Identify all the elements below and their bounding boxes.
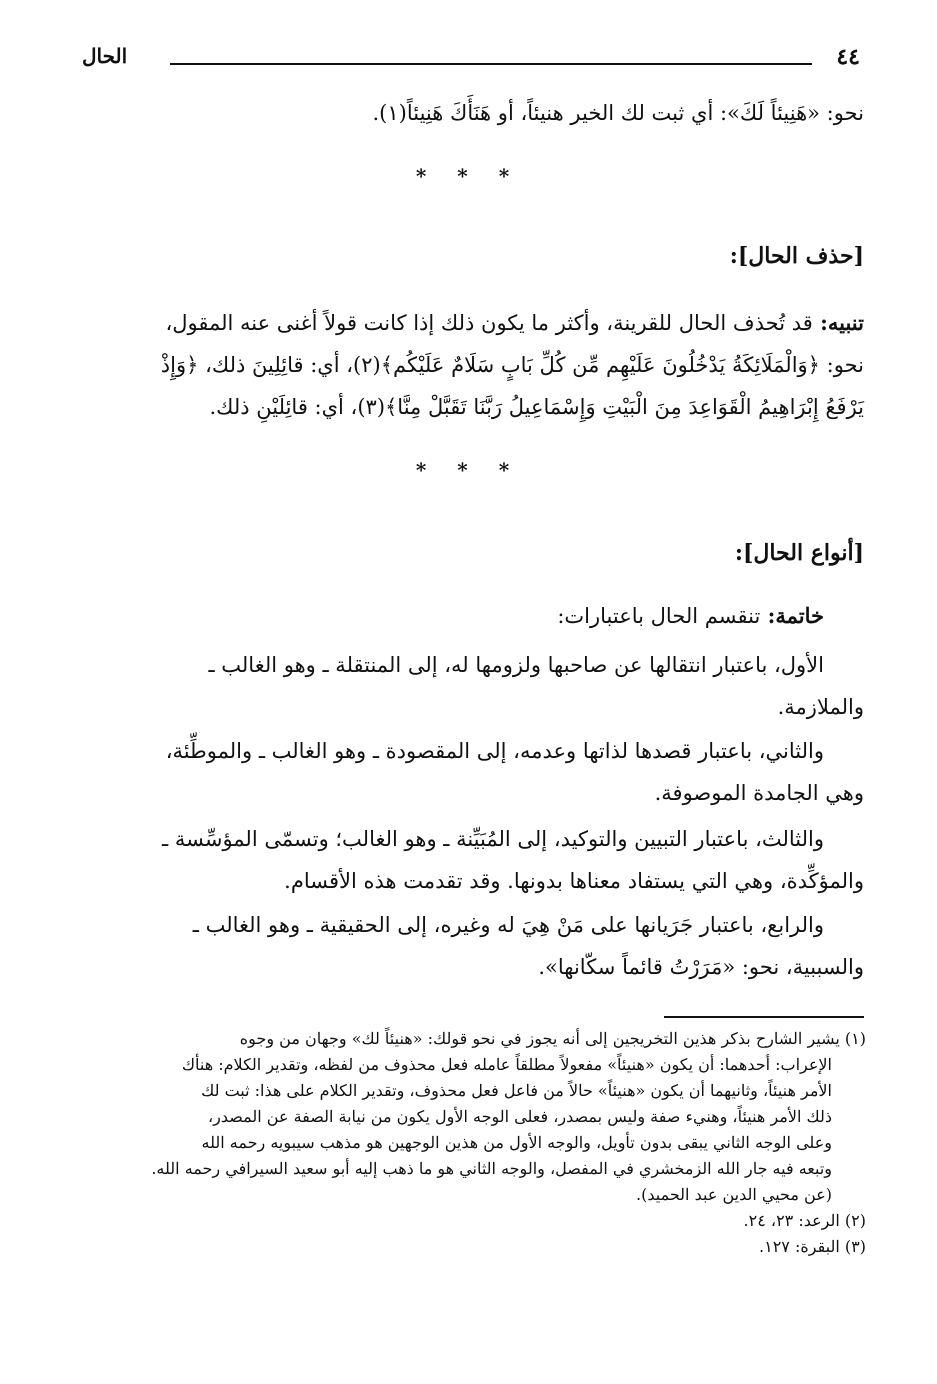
- section-heading: [76, 243, 864, 269]
- opening-line: [76, 98, 864, 128]
- text-line: والسببية، نحو: «مَرَرْتُ قائماً سكّانها».: [538, 955, 864, 979]
- footnote-line: وتبعه فيه جار الله الزمخشري في المفصل، والوجه الثاني هو ما ذهب إليه أبو سعيد السيرافي رحمه الله.: [151, 1159, 832, 1178]
- text-run: قد تُحذف الحال للقرينة، وأكثر ما يكون ذلك إذا كانت قولاً أغنى عنه المقول،: [165, 311, 813, 335]
- section2-body: [76, 596, 864, 636]
- text-line: [76, 596, 864, 636]
- section-heading: [76, 540, 864, 566]
- page-number: ٤٤: [836, 44, 860, 70]
- section-divider: * * *: [415, 164, 522, 188]
- footnote-line: وعلى الوجه الثاني يبقى بدون تأويل، والوجه الأول من هذين الوجهين هو مذهب سيبويه رحمه الله: [201, 1133, 832, 1152]
- lead-word: خاتمة:: [760, 603, 824, 628]
- header-rule: [170, 63, 812, 65]
- heading-anwa-al-hal: [أنواع الحال]:: [734, 540, 864, 566]
- footnote-rule: [664, 1016, 864, 1018]
- type-3-paragraph: [76, 818, 864, 902]
- running-header: [78, 44, 864, 76]
- section1-body: [76, 302, 864, 428]
- footnote-2: (٢) الرعد: ٢٣، ٢٤.: [743, 1211, 866, 1230]
- text-line: الأول، باعتبار انتقالها عن صاحبها ولزومها له، إلى المنتقلة ـ وهو الغالب ـ: [208, 653, 824, 677]
- type-1-paragraph: [76, 644, 864, 728]
- text-line: يَرْفَعُ إِبْرَاهِيمُ الْقَوَاعِدَ مِنَ الْبَيْتِ وَإِسْمَاعِيلُ رَبَّنَا تَقَبَّلْ مِنَّا﴾(٣)، أي: قائِلَيْنِ ذلك.: [209, 395, 864, 419]
- text-line: والرابع، باعتبار جَرَيانها على مَنْ هِيَ له وغيره، إلى الحقيقية ـ وهو الغالب ـ: [192, 913, 824, 937]
- text-line: نحو: ﴿وَالْمَلَائِكَةُ يَدْخُلُونَ عَلَيْهِم مِّن كُلِّ بَابٍ سَلَامٌ عَلَيْكُم﴾(٢)، أي: قائِلِينَ ذلك، ﴿وَإِذْ: [160, 353, 864, 377]
- type-2-paragraph: [76, 730, 864, 814]
- text-line: والمؤكِّدة، وهي التي يستفاد معناها بدونها. وقد تقدمت هذه الأقسام.: [284, 869, 864, 893]
- text-line: [76, 302, 864, 344]
- footnote-line: الأمر هنيئاً، وثانيهما أن يكون «هنيئاً» حالاً من فاعل فعل محذوف، وتقدير الكلام على هذا: ثبت لك: [201, 1081, 832, 1100]
- footnote-3: (٣) البقرة: ١٢٧.: [759, 1237, 866, 1256]
- footnote-1: [80, 1026, 866, 1208]
- section-divider: * * *: [415, 458, 522, 482]
- text-line: والملازمة.: [777, 695, 864, 719]
- footnote-line: ذلك الأمر هنيئاً، وهنيء صفة وليس بمصدر، فعلى الوجه الأول يكون من نيابة الصفة عن المصدر،: [207, 1107, 832, 1126]
- footnote-line: الإعراب: أحدهما: أن يكون «هنيئاً» مفعولاً مطلقاً عامله فعل محذوف من لفظه، وتقدير الكلام: هنأك: [181, 1055, 832, 1074]
- heading-hadhf-al-hal: [حذف الحال]:: [729, 243, 864, 269]
- footnotes: [80, 1026, 866, 1260]
- text-line: والثالث، باعتبار التبيين والتوكيد، إلى المُبَيِّنة ـ وهو الغالب؛ وتسمّى المؤسِّسة ـ: [162, 827, 824, 851]
- text-line: وهي الجامدة الموصوفة.: [654, 781, 864, 805]
- chapter-title: الحال: [82, 44, 128, 68]
- type-4-paragraph: [76, 904, 864, 988]
- text-line: والثاني، باعتبار قصدها لذاتها وعدمه، إلى المقصودة ـ وهو الغالب ـ والموطِّئة،: [165, 739, 824, 763]
- footnote-line: (١) يشير الشارح بذكر هذين التخريجين إلى أنه يجوز في نحو قولك: «هنيئاً لك» وجهان من وجوه: [239, 1029, 866, 1048]
- footnote-line: (عن محيي الدين عبد الحميد).: [636, 1185, 832, 1204]
- text-line: نحو: «هَنِيئاً لَكَ»: أي ثبت لك الخير هنيئاً، أو هَنَأَكَ هَنِيئاً(١).: [372, 101, 864, 125]
- lead-word: تنبيه:: [812, 310, 864, 335]
- text-run: تنقسم الحال باعتبارات:: [557, 604, 761, 628]
